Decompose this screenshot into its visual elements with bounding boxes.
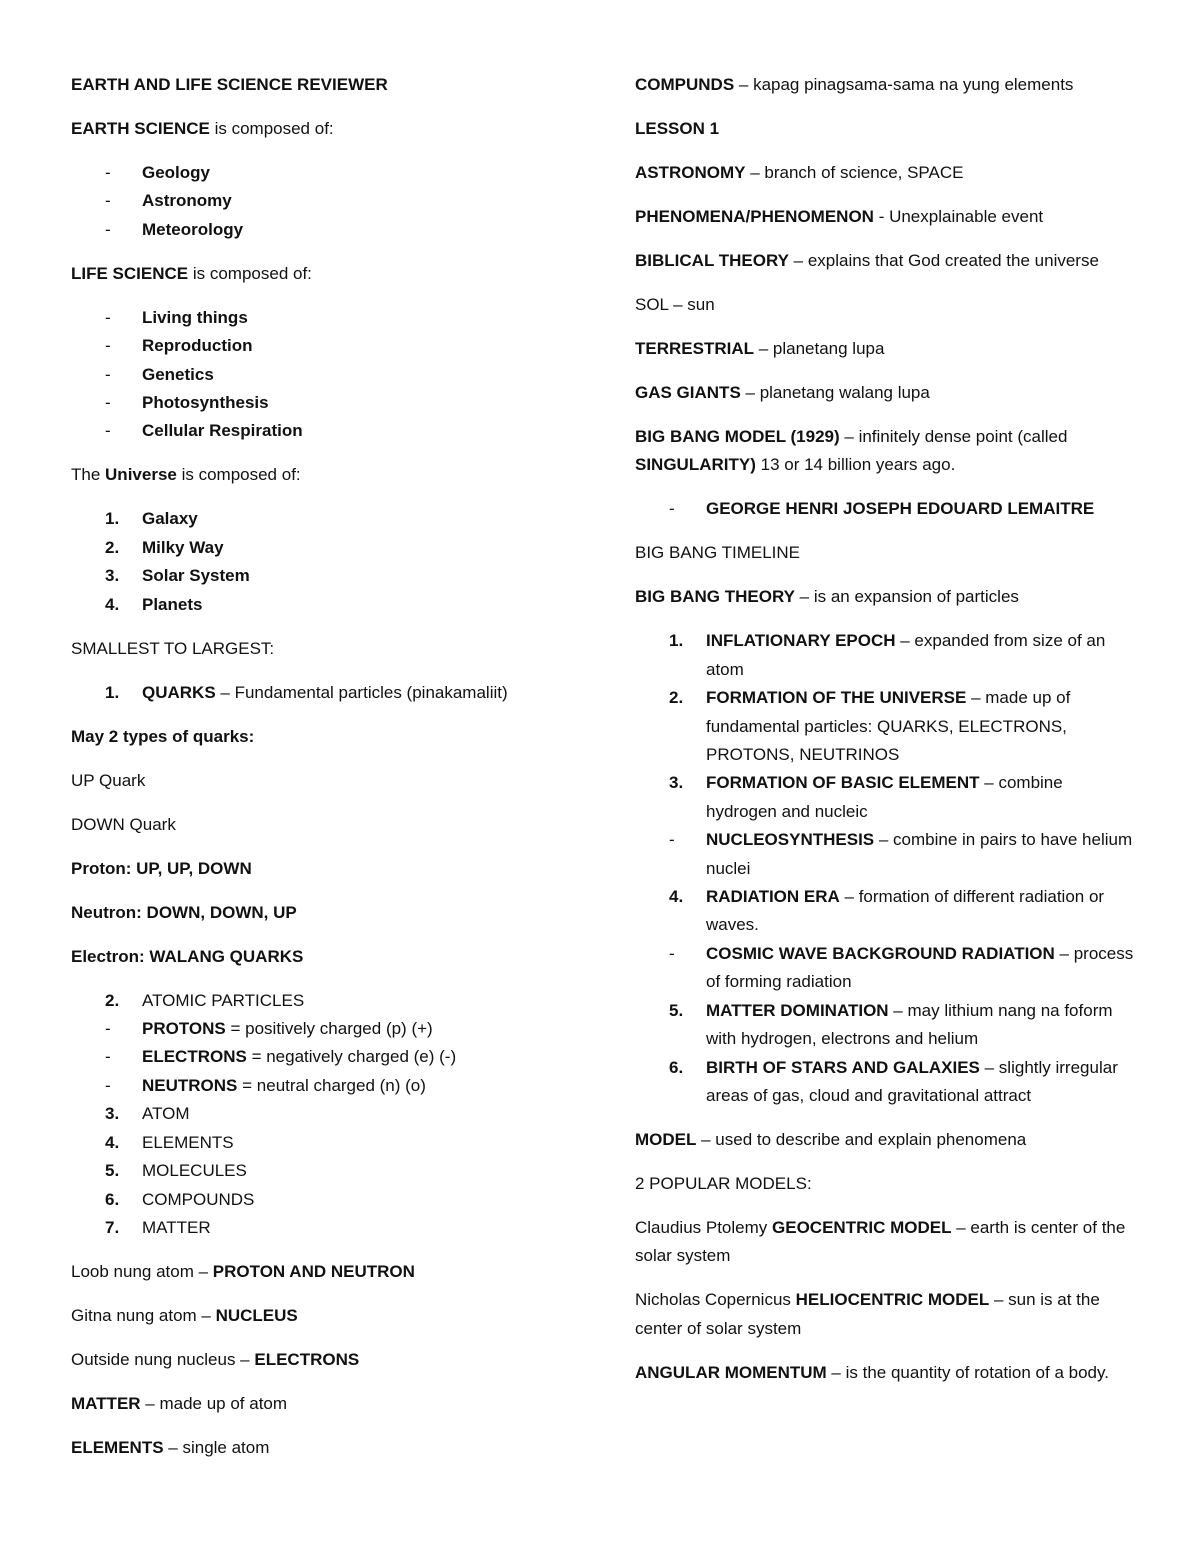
- definition-line: MODEL – used to describe and explain phenomena: [635, 1129, 1027, 1149]
- list-item: 1. INFLATIONARY EPOCH – expanded from size of an atom: [669, 631, 1106, 679]
- definition-line: BIBLICAL THEORY – explains that God created the universe: [635, 251, 1099, 270]
- universe-heading: The Universe is composed of:: [71, 465, 301, 485]
- lesson-heading: LESSON 1: [635, 119, 720, 138]
- quarks-list: [71, 679, 571, 707]
- definition-line: Nicholas Copernicus HELIOCENTRIC MODEL – sun is at the center of solar system: [635, 1290, 1100, 1338]
- definition-line: ANGULAR MOMENTUM – is the quantity of rotation of a body.: [635, 1362, 1109, 1382]
- list-item: - Astronomy: [105, 191, 232, 211]
- list-item: - Cellular Respiration: [105, 421, 303, 441]
- list-item: 5. MOLECULES: [105, 1161, 247, 1181]
- quark-types-heading: May 2 types of quarks:: [71, 726, 255, 746]
- electron-composition: Electron: WALANG QUARKS: [71, 946, 304, 966]
- list-item: - Living things: [105, 307, 248, 327]
- particles-list: [71, 987, 571, 1243]
- lemaitre-list: [635, 495, 1135, 523]
- list-item: 4. Planets: [105, 594, 203, 614]
- earth-science-heading: EARTH SCIENCE is composed of:: [71, 119, 334, 138]
- definition-line: Gitna nung atom – NUCLEUS: [71, 1305, 298, 1325]
- list-item: - Photosynthesis: [105, 393, 269, 413]
- earth-science-list: [71, 159, 571, 244]
- list-item: 2. Milky Way: [105, 537, 224, 557]
- list-item: 6. BIRTH OF STARS AND GALAXIES – slightly irregular areas of gas, cloud and gravitational attract: [669, 1057, 1118, 1105]
- list-item: 2. FORMATION OF THE UNIVERSE – made up of fundamental particles: QUARKS, ELECTRONS, PROTONS, NEUTRINOS: [669, 688, 1071, 765]
- timeline-list: [635, 627, 1135, 1110]
- universe-list: [71, 505, 571, 619]
- list-item: - NEUTRONS = neutral charged (n) (o): [105, 1075, 426, 1095]
- list-item: 1. Galaxy: [105, 509, 198, 529]
- list-item: 4. RADIATION ERA – formation of different radiation or waves.: [669, 887, 1105, 935]
- definition-line: Claudius Ptolemy GEOCENTRIC MODEL – earth is center of the solar system: [635, 1217, 1126, 1266]
- list-item: - Meteorology: [105, 219, 244, 239]
- definition-line: GAS GIANTS – planetang walang lupa: [635, 383, 930, 402]
- document-title: EARTH AND LIFE SCIENCE REVIEWER: [71, 75, 388, 94]
- list-item: 4. ELEMENTS: [105, 1132, 234, 1152]
- definition-line: BIG BANG THEORY – is an expansion of particles: [635, 587, 1019, 607]
- right-column: [635, 71, 1135, 1403]
- timeline-heading: BIG BANG TIMELINE: [635, 543, 801, 563]
- down-quark: DOWN Quark: [71, 814, 176, 834]
- definition-line: MATTER – made up of atom: [71, 1393, 288, 1413]
- definition-line: SOL – sun: [635, 295, 715, 314]
- left-column: [71, 71, 571, 1478]
- list-item: - COSMIC WAVE BACKGROUND RADIATION – process of forming radiation: [669, 943, 1134, 992]
- list-item: 1. QUARKS – Fundamental particles (pinakamaliit): [105, 682, 508, 702]
- list-item: - NUCLEOSYNTHESIS – combine in pairs to have helium nuclei: [669, 830, 1133, 878]
- list-item: 2. ATOMIC PARTICLES: [105, 990, 305, 1010]
- list-item: - Genetics: [105, 364, 214, 384]
- list-item: 3. ATOM: [105, 1104, 190, 1124]
- list-item: - ELECTRONS = negatively charged (e) (-): [105, 1047, 457, 1067]
- list-item: 7. MATTER: [105, 1217, 211, 1237]
- definition-line: COMPUNDS – kapag pinagsama-sama na yung elements: [635, 75, 1074, 94]
- definition-line: TERRESTRIAL – planetang lupa: [635, 339, 885, 358]
- definition-line: Loob nung atom – PROTON AND NEUTRON: [71, 1261, 415, 1281]
- up-quark: UP Quark: [71, 770, 146, 790]
- list-item: 6. COMPOUNDS: [105, 1189, 255, 1209]
- popular-models-heading: 2 POPULAR MODELS:: [635, 1173, 812, 1193]
- proton-composition: Proton: UP, UP, DOWN: [71, 858, 252, 878]
- list-item: - GEORGE HENRI JOSEPH EDOUARD LEMAITRE: [669, 499, 1095, 519]
- definition-line: PHENOMENA/PHENOMENON - Unexplainable event: [635, 207, 1044, 226]
- definition-line: Outside nung nucleus – ELECTRONS: [71, 1349, 360, 1369]
- list-item: 5. MATTER DOMINATION – may lithium nang na foform with hydrogen, electrons and helium: [669, 1000, 1113, 1049]
- neutron-composition: Neutron: DOWN, DOWN, UP: [71, 902, 297, 922]
- list-item: - PROTONS = positively charged (p) (+): [105, 1019, 433, 1039]
- list-item: 3. FORMATION OF BASIC ELEMENT – combine hydrogen and nucleic: [669, 773, 1063, 821]
- smallest-largest-heading: SMALLEST TO LARGEST:: [71, 638, 275, 658]
- list-item: - Reproduction: [105, 336, 253, 356]
- life-science-heading: LIFE SCIENCE is composed of:: [71, 263, 312, 283]
- list-item: - Geology: [105, 163, 211, 182]
- list-item: 3. Solar System: [105, 566, 250, 586]
- definition-line: ELEMENTS – single atom: [71, 1437, 270, 1457]
- definition-line: BIG BANG MODEL (1929) – infinitely dense point (called SINGULARITY) 13 or 14 billion years ago.: [635, 427, 1068, 475]
- life-science-list: [71, 304, 571, 446]
- definition-line: ASTRONOMY – branch of science, SPACE: [635, 163, 964, 182]
